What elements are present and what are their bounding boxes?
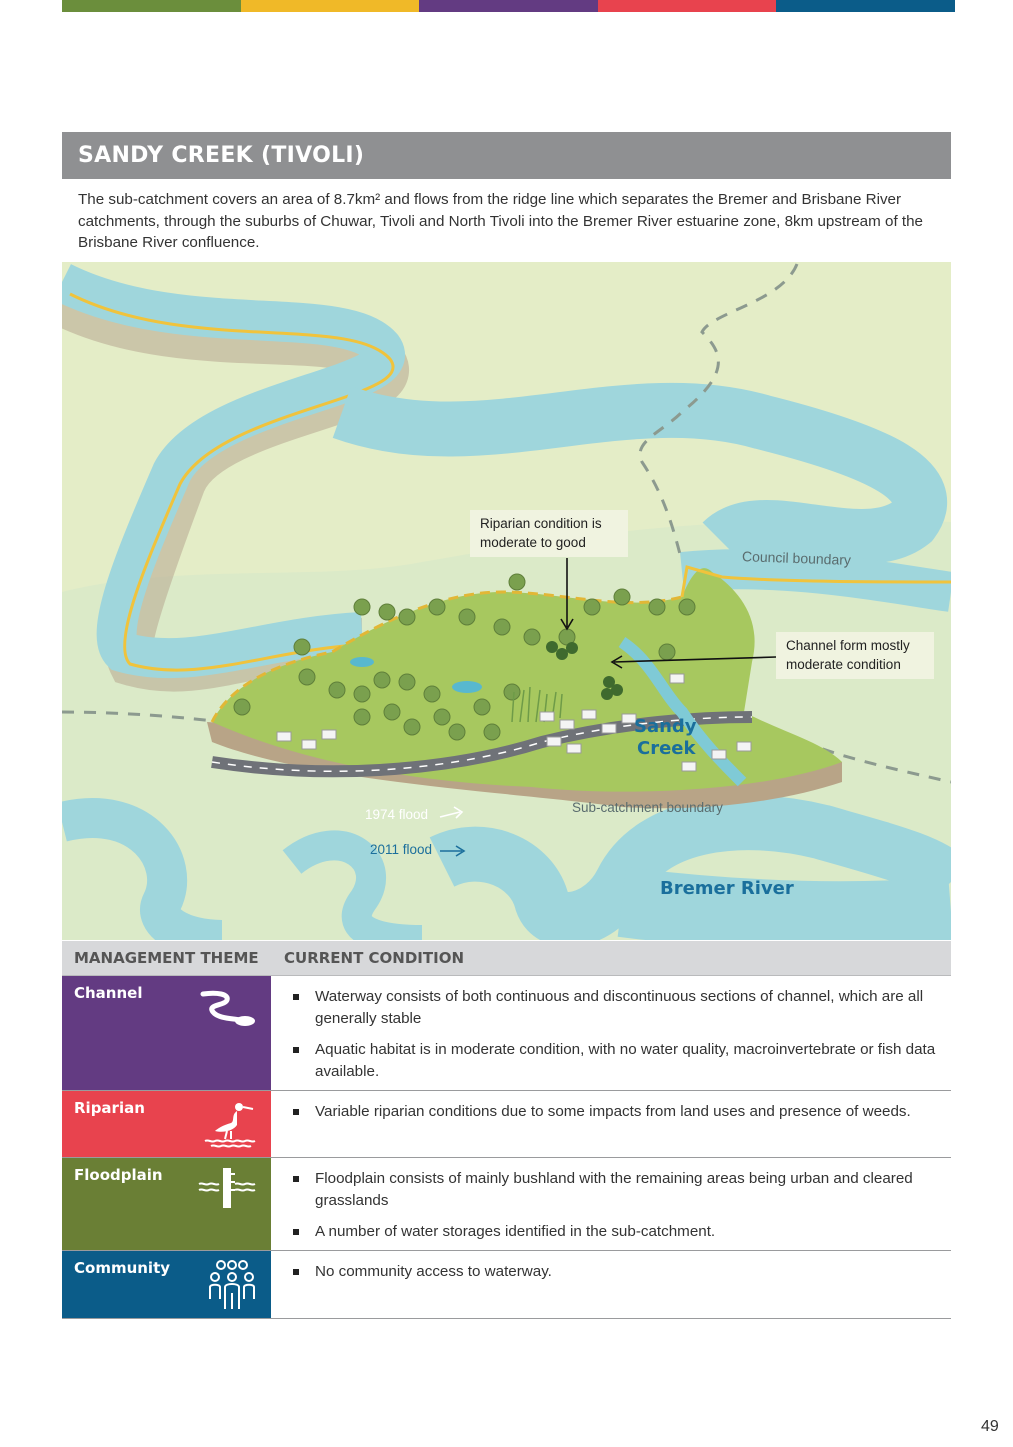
condition-list xyxy=(290,986,940,1092)
creek-label-line-2: Creek xyxy=(637,738,696,759)
river-label: Bremer River xyxy=(660,878,794,899)
header-current-condition: CURRENT CONDITION xyxy=(284,949,465,967)
theme-cell-channel xyxy=(62,976,271,1090)
creek-label-line-1: Sandy xyxy=(634,716,697,737)
list-item: Aquatic habitat is in moderate condition, with no water quality, macroinvertebrate or fish data available. xyxy=(290,1039,940,1082)
theme-cell-riparian xyxy=(62,1091,271,1157)
page-title: SANDY CREEK (TIVOLI) xyxy=(62,132,951,179)
flood-1974-label: 1974 flood xyxy=(365,807,429,822)
list-item: Floodplain consists of mainly bushland with the remaining areas being urban and cleared grasslands xyxy=(290,1168,940,1211)
catchment-map xyxy=(62,262,951,940)
sub-catchment-boundary-label: Sub-catchment boundary xyxy=(572,800,723,815)
condition-list xyxy=(290,1168,940,1253)
theme-cell-floodplain xyxy=(62,1158,271,1250)
theme-name: Riparian xyxy=(74,1099,145,1117)
theme-name: Community xyxy=(74,1259,171,1277)
color-stripe xyxy=(62,0,955,12)
list-item: Waterway consists of both continuous and discontinuous sections of channel, which are all generally stable xyxy=(290,986,940,1029)
intro-paragraph: The sub-catchment covers an area of 8.7km² and flows from the ridge line which separates the Bremer and Brisbane River catchments, through the suburbs of Chuwar, Tivoli and North Tivoli into the Bremer River estuarine zone, 8km upstream of the Brisbane River confluence. xyxy=(78,191,924,251)
map-illustration xyxy=(62,262,951,940)
table-row-channel xyxy=(62,976,951,1091)
page-number: 49 xyxy=(981,1418,999,1435)
riparian-callout: Riparian condition is moderate to good xyxy=(470,510,628,557)
channel-callout: Channel form mostly moderate condition xyxy=(776,632,934,679)
theme-name: Channel xyxy=(74,984,143,1002)
list-item: A number of water storages identified in the sub-catchment. xyxy=(290,1221,940,1243)
flood-gauge-icon xyxy=(197,1166,257,1210)
flood-2011-label: 2011 flood xyxy=(370,842,433,857)
people-icon xyxy=(207,1259,257,1311)
council-boundary-label: Council boundary xyxy=(741,548,852,568)
table-header xyxy=(62,941,951,976)
stripe-red xyxy=(598,0,777,12)
stripe-green xyxy=(62,0,241,12)
stripe-purple xyxy=(419,0,598,12)
condition-list xyxy=(290,1101,940,1133)
list-item: No community access to waterway. xyxy=(290,1261,940,1283)
header-management-theme: MANAGEMENT THEME xyxy=(74,949,259,967)
list-item: Variable riparian conditions due to some impacts from land uses and presence of weeds. xyxy=(290,1101,940,1123)
heron-icon xyxy=(201,1099,257,1149)
table-row-floodplain xyxy=(62,1158,951,1251)
condition-list xyxy=(290,1261,940,1293)
stripe-yellow xyxy=(241,0,420,12)
theme-name: Floodplain xyxy=(74,1166,163,1184)
theme-cell-community xyxy=(62,1251,271,1318)
stripe-blue xyxy=(776,0,955,12)
table-row-community xyxy=(62,1251,951,1319)
channel-icon xyxy=(199,988,257,1028)
table-row-riparian xyxy=(62,1091,951,1158)
